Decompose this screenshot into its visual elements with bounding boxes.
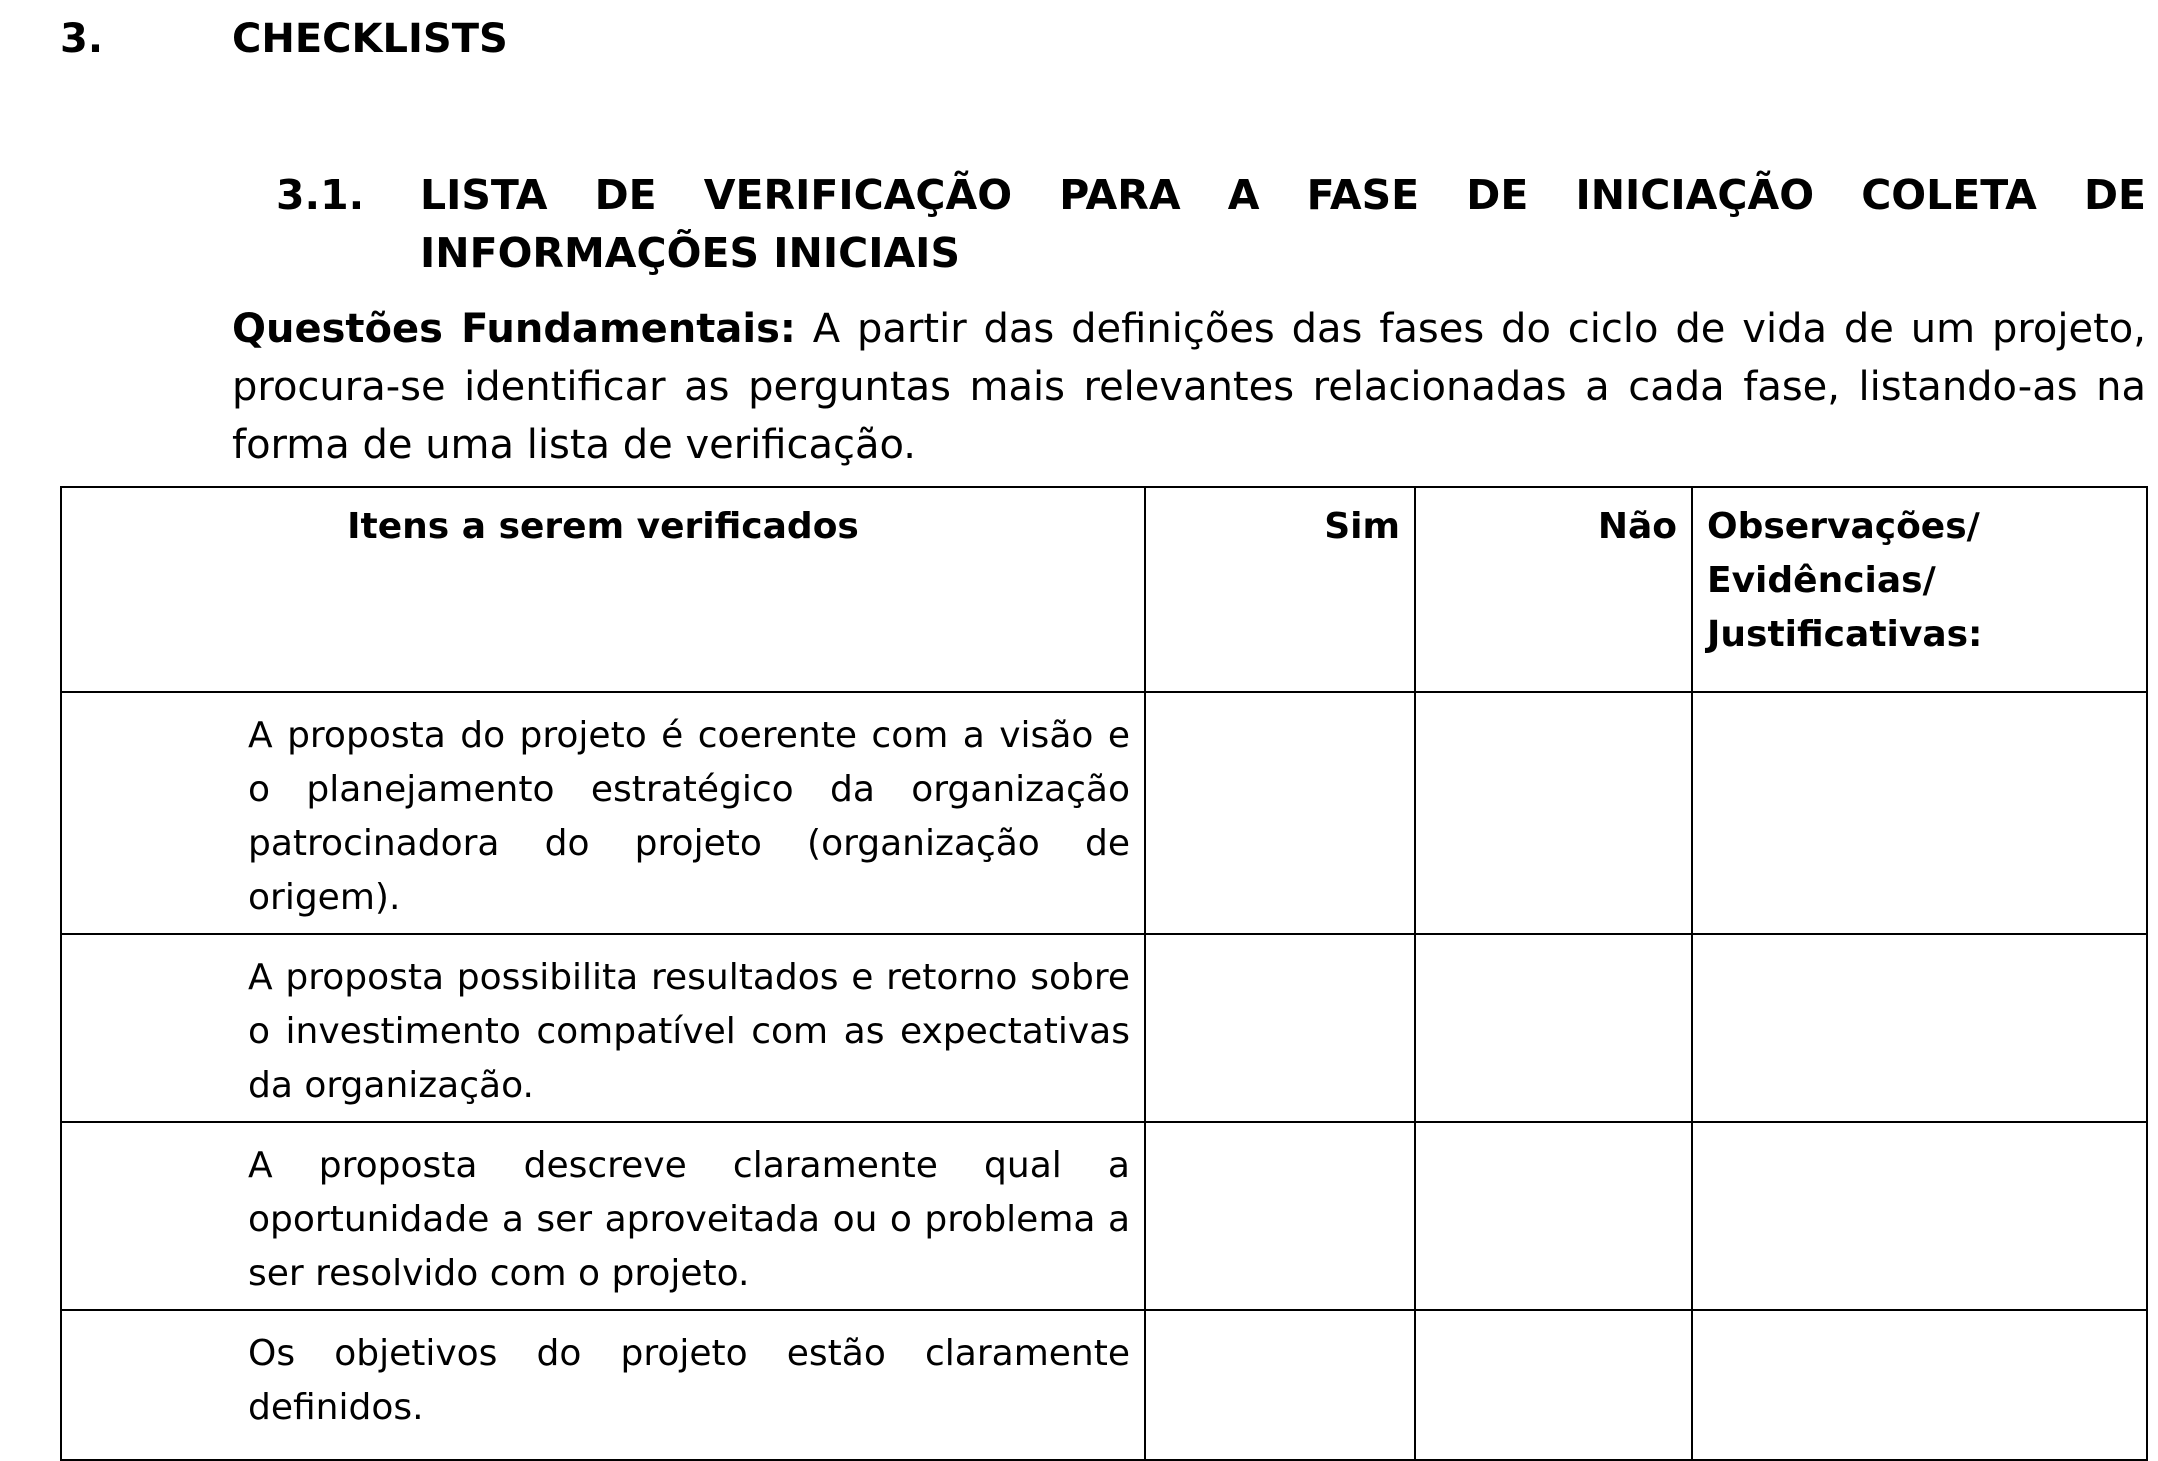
- table-row: [61, 1310, 2147, 1460]
- section-number: 3.: [60, 16, 104, 62]
- row-sim-cell[interactable]: [1145, 934, 1415, 1122]
- header-observacoes: [1692, 487, 2147, 692]
- intro-text: A partir das definições das fases do ciclo de vida de um projeto, procura-se identificar as perguntas mais relevantes relacionadas a cada fase, listando-as na forma de uma lista de verificação.: [232, 306, 2146, 468]
- row-item-text: A proposta descreve claramente qual a oportunidade a ser aproveitada ou o problema a ser resolvido com o projeto.: [61, 1122, 1145, 1310]
- row-obs-cell[interactable]: [1692, 1310, 2147, 1460]
- header-obs-line-3: Justificativas:: [1707, 614, 1983, 655]
- section-title: CHECKLISTS: [232, 16, 508, 62]
- row-sim-cell[interactable]: [1145, 1122, 1415, 1310]
- table-row: [61, 1122, 2147, 1310]
- subsection-title: LISTA DE VERIFICAÇÃO PARA A FASE DE INICIAÇÃO COLETA DE INFORMAÇÕES INICIAIS: [420, 171, 2146, 277]
- header-obs-line-2: Evidências/: [1707, 560, 1936, 601]
- table-row: [61, 934, 2147, 1122]
- table-header-row: [61, 487, 2147, 692]
- subsection-number: 3.1.: [276, 171, 365, 219]
- row-nao-cell[interactable]: [1415, 1310, 1692, 1460]
- header-obs-line-1: Observações/: [1707, 506, 1980, 547]
- row-sim-cell[interactable]: [1145, 692, 1415, 934]
- intro-paragraph: [232, 300, 2146, 474]
- intro-lead: Questões Fundamentais:: [232, 306, 796, 352]
- row-item-text: A proposta do projeto é coerente com a visão e o planejamento estratégico da organização patrocinadora do projeto (organização de origem).: [61, 692, 1145, 934]
- row-obs-cell[interactable]: [1692, 1122, 2147, 1310]
- row-item-text: Os objetivos do projeto estão claramente definidos.: [61, 1310, 1145, 1460]
- row-item-text: A proposta possibilita resultados e retorno sobre o investimento compatível com as expectativas da organização.: [61, 934, 1145, 1122]
- row-nao-cell[interactable]: [1415, 1122, 1692, 1310]
- header-nao: Não: [1415, 487, 1692, 692]
- checklist-table: [60, 486, 2148, 1461]
- row-nao-cell[interactable]: [1415, 934, 1692, 1122]
- section-heading: [60, 14, 508, 64]
- row-obs-cell[interactable]: [1692, 692, 2147, 934]
- row-obs-cell[interactable]: [1692, 934, 2147, 1122]
- row-nao-cell[interactable]: [1415, 692, 1692, 934]
- table-row: [61, 692, 2147, 934]
- header-items: Itens a serem verificados: [61, 487, 1145, 692]
- row-sim-cell[interactable]: [1145, 1310, 1415, 1460]
- header-sim: Sim: [1145, 487, 1415, 692]
